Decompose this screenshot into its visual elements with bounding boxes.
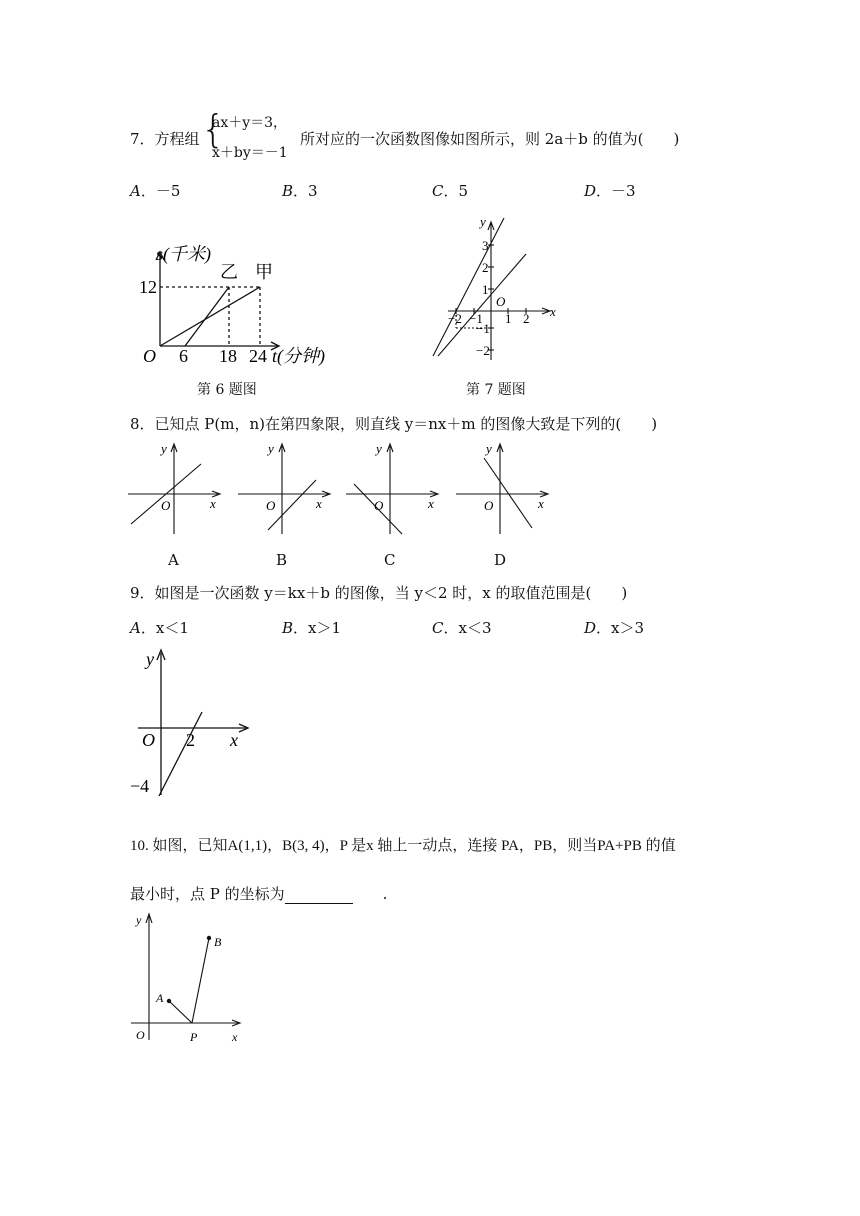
- fig7-xtick-1: 1: [505, 311, 512, 326]
- fig7-origin: O: [496, 294, 506, 309]
- q8-graph-label-d: D: [494, 551, 507, 569]
- q9-graph: [128, 645, 258, 800]
- q9-xlabel: x: [230, 730, 238, 750]
- svg-text:x: x: [428, 496, 434, 511]
- svg-text:y: y: [376, 441, 382, 456]
- q9-ylabel: y: [146, 649, 154, 669]
- fig7-xtick-m1: −1: [469, 311, 483, 326]
- svg-text:x: x: [210, 496, 216, 511]
- fig6-xtick-18: 18: [219, 346, 237, 366]
- fig6-ytick: 12: [139, 277, 157, 297]
- q10-label-p: P: [190, 1030, 198, 1044]
- fig6-xtick-24: 24: [249, 346, 267, 366]
- q9-option-a: A．x＜1: [130, 619, 189, 637]
- fig7-ytick-m1: −1: [476, 321, 490, 336]
- fig7-ytick-2: 2: [482, 260, 489, 275]
- fig7-xtick-m2: −2: [448, 311, 462, 326]
- q9-text: 9．如图是一次函数 y＝kx＋b 的图像，当 y＜2 时，x 的取值范围是( ): [130, 584, 628, 602]
- q7-text: 所对应的一次函数图像如图所示，则 2a＋b 的值为( ): [300, 130, 680, 148]
- fig7-xlabel: x: [550, 304, 556, 319]
- q10-answer-blank[interactable]: [285, 889, 353, 904]
- q10-line1: 10. 如图，已知A(1,1)，B(3, 4)，P 是x 轴上一动点，连接 PA，PB，则当PA+PB 的值: [130, 838, 676, 854]
- q8-graph-label-b: B: [276, 551, 288, 569]
- q9-xtick: 2: [186, 730, 195, 750]
- svg-text:O: O: [161, 498, 171, 513]
- q8-text: 8．已知点 P(m，n)在第四象限，则直线 y＝nx＋m 的图像大致是下列的( ): [130, 415, 658, 433]
- fig7-ytick-m2: −2: [476, 343, 490, 358]
- q8-graph-a: [126, 438, 226, 538]
- q7-option-d: D．－3: [584, 182, 636, 200]
- q7-option-a: A．－5: [130, 182, 181, 200]
- fig6-origin: O: [143, 346, 156, 366]
- q10-line2: 最小时，点 P 的坐标为 .: [130, 885, 388, 903]
- q9-option-c: C．x＜3: [432, 619, 492, 637]
- q7-eq1: ax＋y＝3，: [212, 115, 288, 131]
- q8-graph-label-a: A: [168, 551, 179, 569]
- q8-graph-c: [344, 438, 444, 538]
- q9-option-d: D．x＞3: [584, 619, 645, 637]
- q10-xlabel: x: [232, 1030, 238, 1044]
- fig6-caption: 第 6 题图: [197, 382, 257, 398]
- fig7-graph: [428, 210, 568, 370]
- q7-number: 7．方程组: [130, 130, 200, 148]
- q9-option-b: B．x＞1: [282, 619, 342, 637]
- svg-text:O: O: [266, 498, 276, 513]
- fig6-xlabel: t(分钟): [272, 346, 325, 366]
- q7-option-c: C．5: [432, 182, 469, 200]
- point-b: [207, 936, 211, 940]
- q7-eq2: x＋by＝－1: [212, 145, 288, 161]
- q10-label-b: B: [214, 935, 222, 949]
- fig7-ytick-1: 1: [482, 282, 489, 297]
- fig7-xtick-2: 2: [523, 311, 530, 326]
- q9-origin: O: [142, 730, 155, 750]
- fig6-graph: [128, 232, 368, 372]
- q8-graph-d: [454, 438, 554, 538]
- fig6-label-jia: 甲: [255, 262, 273, 282]
- fig6-ylabel: s(千米): [156, 244, 211, 264]
- svg-text:y: y: [268, 441, 274, 456]
- svg-text:O: O: [374, 498, 384, 513]
- fig6-xtick-6: 6: [179, 346, 188, 366]
- fig6-label-yi: 乙: [220, 262, 238, 282]
- fig7-ytick-3: 3: [482, 238, 489, 253]
- q9-ytick: −4: [130, 776, 150, 796]
- fig7-caption: 第 7 题图: [466, 382, 526, 398]
- svg-text:y: y: [161, 441, 167, 456]
- q10-label-a: A: [156, 991, 164, 1005]
- svg-text:O: O: [484, 498, 494, 513]
- q7-option-b: B．3: [282, 182, 318, 200]
- svg-text:x: x: [538, 496, 544, 511]
- svg-text:x: x: [316, 496, 322, 511]
- q8-graph-label-c: C: [384, 551, 396, 569]
- q10-origin: O: [136, 1028, 145, 1042]
- q8-graph-b: [236, 438, 336, 538]
- svg-text:y: y: [486, 441, 492, 456]
- q7-brace: {: [201, 107, 226, 151]
- point-a: [167, 999, 171, 1003]
- fig7-ylabel: y: [480, 214, 486, 229]
- q10-ylabel: y: [136, 913, 142, 927]
- q10-graph: [128, 908, 258, 1048]
